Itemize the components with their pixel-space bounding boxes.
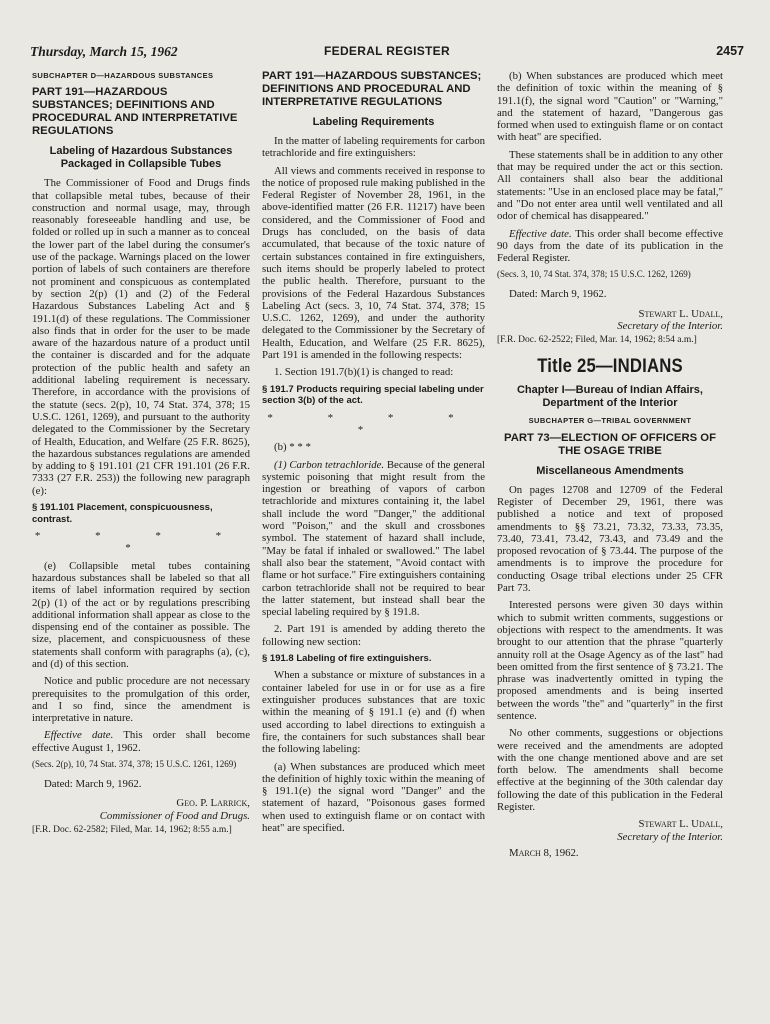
body-paragraph: 2. Part 191 is amended by adding thereto the following new section: — [262, 623, 485, 648]
body-paragraph: In the matter of labeling requirements for carbon tetrachloride and fire extinguishers: — [262, 135, 485, 160]
omission-stars: * * * * * — [267, 411, 480, 436]
carbon-tetrachloride-label: (1) Carbon tetrachloride. — [274, 458, 385, 471]
topic-heading: Labeling Requirements — [312, 116, 435, 128]
citation: (Secs. 2(p), 10, 74 Stat. 374, 378; 15 U.S.C. 1261, 1269) — [32, 759, 237, 770]
page-number: 2457 — [716, 44, 744, 58]
citation: (Secs. 3, 10, 74 Stat. 374, 378; 15 U.S.C. 1262, 1269) — [497, 269, 691, 280]
issue-date: Thursday, March 15, 1962 — [30, 44, 178, 59]
signer-name: Stewart L. Udall, — [638, 818, 723, 831]
column-1 — [32, 70, 250, 970]
part-heading: PART 191—HAZARDOUS SUBSTANCES; DEFINITIONS AND PROCEDURAL AND INTERPRETATIVE REGULATIONS — [32, 86, 238, 138]
effective-date-label: Effective date. — [44, 729, 114, 742]
effective-date-text: This order shall become effective 90 days from the date of its publication in the Federal Register. — [497, 227, 723, 265]
title-heading: Title 25—INDIANS — [537, 356, 683, 378]
final-date: March 8, 1962. — [509, 846, 579, 859]
effective-date-text: This order shall become effective August 1, 1962. — [32, 729, 250, 754]
body-paragraph: No other comments, suggestions or objections were received and the amendments are adopted with the one change mentioned above and are set forth below. The amendments shall become effective at the beginning of the 30th calendar day following the date of this publication in the Federal Register. — [497, 727, 723, 814]
body-paragraph: (e) Collapsible metal tubes containing hazardous substances shall be labeled so that all items of label information required by section 2(p) (1) of the act or by regulations prescribing additional information shall appear as close to the dispensing end of the container as possible. The size, placement, and conspicuousness of these statements shall conform with paragraphs (a), (c), and (d) of this section. — [32, 559, 250, 670]
part-heading: PART 73—ELECTION OF OFFICERS OF THE OSAGE TRIBE — [504, 431, 716, 457]
dated-line: Dated: March 9, 1962. — [509, 288, 607, 301]
page-header — [30, 44, 744, 64]
publication-name: FEDERAL REGISTER — [324, 44, 450, 58]
body-paragraph: When a substance or mixture of substances in a container labeled for use in or for use as a fire extinguisher produces substances that are toxic within the meaning of § 191.1 (e) and (f) when used according to label directions to extinguish a fire, the containers for such substances shall bear the following labeling: — [262, 669, 485, 756]
effective-date-paragraph — [497, 228, 723, 265]
part-heading: PART 191—HAZARDOUS SUBSTANCES; DEFINITIONS AND PROCEDURAL AND INTERPRETATIVE REGULATIONS — [262, 70, 482, 108]
carbon-tetrachloride-text: Because of the general systemic poisoning that might result from the ingestion or breathing of vapors of carbon tetrachloride and mixtures containing it, the label shall include the word "Danger," the additional word "Poison," and the skull and crossbones symbol. The statement of hazard shall include, "May be fatal if inhaled or swallowed." The label shall also bear the statement, "Avoid contact with flame or hot surface." Fire extinguishers containing carbon tetrachloride shall not be required to bear the latter statement, but instead shall bear the special labeling required by § 191.8. — [262, 458, 485, 619]
section-heading: § 191.7 Products requiring special labeling under section 3(b) of the act. — [262, 383, 484, 407]
effective-date-paragraph — [32, 729, 250, 754]
body-paragraph: Notice and public procedure are not necessary prerequisites to the promulgation of this order, and I so find, since the amendment is interpretative in nature. — [32, 675, 250, 725]
subchapter-heading: SUBCHAPTER G—TRIBAL GOVERNMENT — [528, 416, 692, 426]
carbon-tetrachloride-paragraph — [262, 459, 485, 619]
column-3 — [497, 70, 723, 970]
body-paragraph: The Commissioner of Food and Drugs finds that collapsible metal tubes, because of their construction and normal usage, may, through reasonably foreseeable handling and use, be folded or rolled up in such a manner as to conceal the lower part of the label during the consumer's use of the package. Warnings placed on the lower portion of labels of such containers are therefore not prominent and conspicuous as contemplated by section 2(p) (1) and (2) of the Federal Hazardous Substances Labeling Act and § 191.1(d) of these regulations. The Commissioner also finds that in order for the user to be made aware of the hazardous nature of a product until the container is discarded and for the adquate protection of the public health and safety an additional labeling requirement is necessary. Therefore, in accordance with the provisions of the statute (secs. 2(p), 10, 74 Stat. 374, 378; 15 U.S.C. 1261, 1269), and pursuant to the authority delegated to the Commissioner by the Secretary of Health, Education, and Welfare (25 F.R. 8625), the hazardous substances regulations are amended by adding to § 191.101 (21 CFR 191.101 (26 F.R. 7333 (27 F.R. 253)) the following new paragraph (e): — [32, 177, 250, 497]
dated-line: Dated: March 9, 1962. — [44, 778, 142, 791]
body-paragraph: On pages 12708 and 12709 of the Federal Register of December 29, 1961, there was published a notice and text of proposed amendments to §§ 73.21, 73.32, 73.33, 73.35, 73.40, 73.41, 73.42, 73.43, and 73.49 and the proposed revocation of § 73.44. The purpose of the amendments is to improve the procedure for conducting Osage tribal elections under 25 CFR Part 73. — [497, 483, 723, 595]
topic-heading: Labeling of Hazardous Substances Packaged in Collapsible Tubes — [49, 145, 233, 171]
body-paragraph: (b) * * * — [274, 441, 311, 454]
signer-title: Secretary of the Interior. — [617, 320, 723, 333]
effective-date-label: Effective date. — [509, 227, 572, 240]
omission-stars: * * * * * — [34, 530, 248, 555]
body-paragraph: (a) When substances are produced which meet the definition of highly toxic within the meaning of § 191.1(e) the signal word "Danger" and the statement of hazard, "Poisonous gases formed when used to extinguish flame or on contact with heat" are specified. — [262, 760, 485, 835]
column-2 — [262, 70, 485, 970]
signer-name: Geo. P. Larrick, — [176, 797, 250, 810]
subchapter-heading: SUBCHAPTER D—HAZARDOUS SUBSTANCES — [32, 71, 214, 80]
section-heading: § 191.8 Labeling of fire extinguishers. — [262, 652, 432, 664]
body-paragraph: 1. Section 191.7(b)(1) is changed to read: — [274, 366, 454, 379]
body-paragraph: Interested persons were given 30 days within which to submit written comments, suggestions or objections with respect to the amendments. It was brought to our attention that the phrase "quarterly annuity roll at the Osage Agency as of the last" had been omitted from the first sentence of § 73.21. The phrase was inadvertently omitted in typing the proposed amendments and is being inserted between the words "the" and "quarterly" in the first sentence. — [497, 599, 723, 722]
topic-heading: Miscellaneous Amendments — [536, 464, 684, 477]
fr-doc-line: [F.R. Doc. 62-2582; Filed, Mar. 14, 1962; 8:55 a.m.] — [32, 824, 232, 835]
signer-title: Commissioner of Food and Drugs. — [99, 809, 250, 822]
signer-title: Secretary of the Interior. — [617, 830, 723, 843]
fr-doc-line: [F.R. Doc. 62-2522; Filed, Mar. 14, 1962; 8:54 a.m.] — [497, 335, 697, 346]
body-paragraph: These statements shall be in addition to any other that may be required under the act or this section. All containers shall also bear the additional statements: "Use in an enclosed place may be fatal," and "Do not enter area until well ventilated and all odor of chemical has disappeared." — [497, 148, 723, 223]
body-paragraph: All views and comments received in response to the notice of proposed rule making published in the Federal Register of November 28, 1961, in the above-identified matter (26 F.R. 11217) have been considered, and the Commissioner of Food and Drugs has concluded, on the basis of data accumulated, that because of the toxic nature of certain substances contained in fire extinguishers, such items should be properly labeled to protect the public health. Therefore, pursuant to the provisions of the Federal Hazardous Substances Labeling Act (secs. 3, 10, 74 Stat. 374, 378; 15 U.S.C. 1262, 1269), and under the authority delegated to the Commissioner by the Secretary of Health, Education, and Welfare (25 F.R. 8625), Part 191 is amended in the following respects: — [262, 164, 485, 362]
signer-name: Stewart L. Udall, — [638, 307, 723, 320]
section-heading: § 191.101 Placement, conspicuousness, contrast. — [32, 502, 213, 525]
body-paragraph: (b) When substances are produced which meet the definition of toxic within the meaning of § 191.1(f), the signal word "Caution" or "Warning," and the statement of hazard, "Dangerous gas formed when used to extinguish flame or on contact with heat" are specified. — [497, 70, 723, 144]
chapter-heading: Chapter I—Bureau of Indian Affairs, Department of the Interior — [516, 384, 703, 410]
